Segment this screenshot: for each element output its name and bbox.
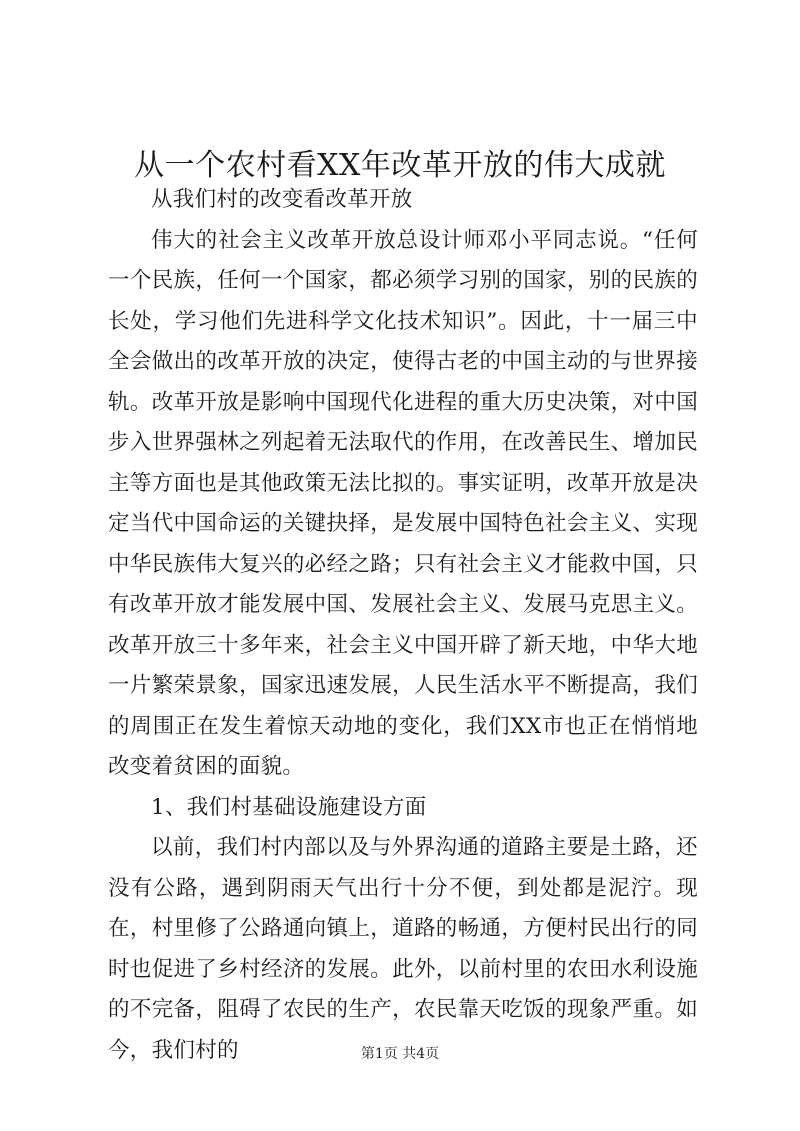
- document-body: [108, 180, 698, 1071]
- section-subtitle: 从我们村的改变看改革开放: [151, 187, 413, 212]
- body-paragraph: 伟大的社会主义改革开放总设计师邓小平同志说。“任何一个民族，任何一个国家，都必须学习别的国家，别的民族的长处，学习他们先进科学文化技术知识”。因此，十一届三中全会做出的改革开放的决定，使得古老的中国主动的与世界接轨。改革开放是影响中国现代化进程的重大历史决策，对中国步入世界强林之列起着无法取代的作用，在改善民生、增加民主等方面也是其他政策无法比拟的。事实证明，改革开放是决定当代中国命运的关键抉择，是发展中国特色社会主义、实现中华民族伟大复兴的必经之路；只有社会主义才能救中国，只有改革开放才能发展中国、发展社会主义、发展马克思主义。改革开放三十多年来，社会主义中国开辟了新天地，中华大地一片繁荣景象，国家迅速发展，人民生活水平不断提高，我们的周围正在发生着惊天动地的变化，我们XX市也正在悄悄地改变着贫困的面貌。: [108, 227, 698, 779]
- page-footer: 第1页 共4页: [360, 1046, 440, 1062]
- body-paragraph: 以前，我们村内部以及与外界沟通的道路主要是土路，还没有公路，遇到阴雨天气出行十分不便，到处都是泥泞。现在，村里修了公路通向镇上，道路的畅通，方便村民出行的同时也促进了乡村经济的发展。此外，以前村里的农田水利设施的不完备，阻碍了农民的生产，农民靠天吃饭的现象严重。如今，我们村的: [108, 835, 698, 1063]
- section-heading: 1、我们村基础设施建设方面: [151, 794, 427, 820]
- document-title: 从一个农村看XX年改革开放的伟大成就: [134, 148, 666, 183]
